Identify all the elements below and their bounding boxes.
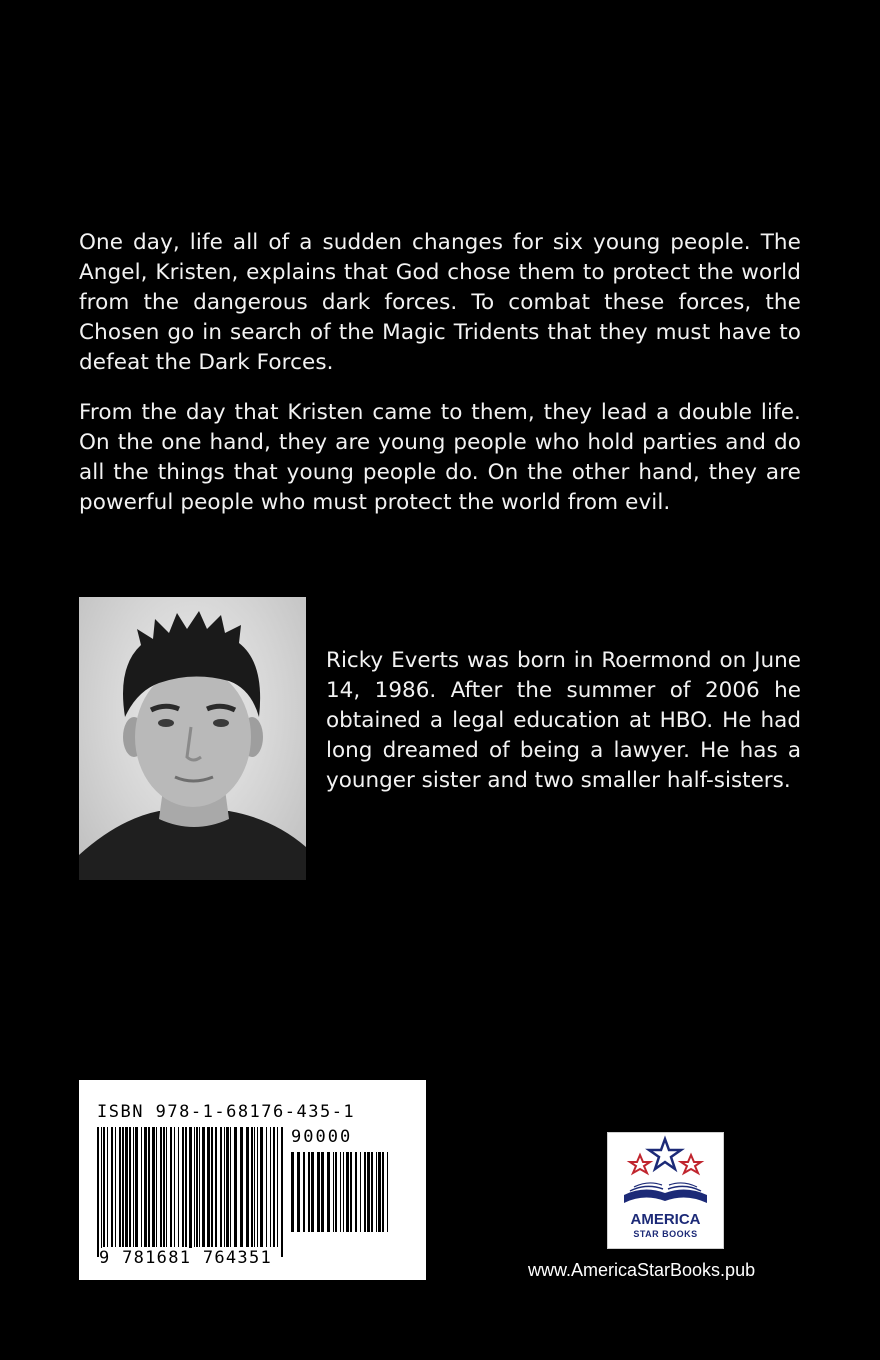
barcode-bar [346, 1152, 349, 1232]
barcode-bar [350, 1152, 352, 1232]
barcode-bar [97, 1127, 99, 1257]
barcode-bar [194, 1127, 195, 1247]
barcode-bars [97, 1127, 287, 1257]
barcode-bar [152, 1127, 155, 1247]
barcode-bar [202, 1127, 205, 1247]
barcode-bar [291, 1152, 294, 1232]
barcode-bar [166, 1127, 167, 1247]
barcode-bar [343, 1152, 344, 1232]
addon-barcode-bars [291, 1152, 391, 1242]
barcode-bar [101, 1127, 102, 1257]
barcode-bar [364, 1152, 366, 1232]
barcode-bar [376, 1152, 377, 1232]
barcode-bar [224, 1127, 225, 1247]
barcode-bar [144, 1127, 147, 1247]
barcode-bar [174, 1127, 175, 1247]
barcode-bar [311, 1152, 314, 1232]
barcode-bar [340, 1152, 341, 1232]
barcode-bar [189, 1127, 192, 1257]
barcode-bar [333, 1152, 334, 1232]
barcode-bar [297, 1152, 300, 1232]
barcode-bar [387, 1152, 388, 1232]
barcode-bar [170, 1127, 172, 1247]
barcode-bar [207, 1127, 210, 1247]
barcode-bar [111, 1127, 113, 1247]
barcode-bar [182, 1127, 184, 1247]
barcode-bar [196, 1127, 198, 1247]
barcode-bar [129, 1127, 131, 1247]
logo-name-secondary: STAR BOOKS [633, 1229, 698, 1239]
barcode-bar [257, 1127, 258, 1247]
author-bio: Ricky Everts was born in Roermond on June 14, 1986. After the summer of 2006 he obtained a legal education at HBO. He had long dreamed of being a lawyer. He has a younger sister and two smaller half-sisters. [326, 648, 801, 793]
barcode-bar [254, 1127, 255, 1247]
isbn-barcode [79, 1080, 426, 1280]
barcode-bar [107, 1127, 108, 1247]
star-icon [681, 1155, 701, 1173]
barcode-bar [367, 1152, 370, 1232]
star-icon [630, 1155, 650, 1173]
barcode-bar [133, 1127, 134, 1247]
star-icon [649, 1139, 681, 1169]
barcode-bar [371, 1152, 373, 1232]
barcode-bar [220, 1127, 222, 1247]
barcode-bar [163, 1127, 165, 1247]
barcode-bar [270, 1127, 271, 1247]
barcode-bar [178, 1127, 179, 1247]
barcode-bar [148, 1127, 150, 1247]
barcode-bar [135, 1127, 138, 1247]
barcode-bar [122, 1127, 124, 1247]
price-code: 90000 [291, 1127, 353, 1147]
barcode-bar [260, 1127, 263, 1247]
author-photo [79, 597, 306, 880]
publisher-logo [607, 1132, 724, 1249]
barcode-bar [119, 1127, 121, 1247]
barcode-bar [327, 1152, 330, 1232]
barcode-bar [211, 1127, 213, 1247]
logo-name-primary: AMERICA [630, 1211, 701, 1228]
publisher-url: www.AmericaStarBooks.pub [528, 1260, 756, 1280]
barcode-bar [226, 1127, 229, 1247]
barcode-bar [234, 1127, 237, 1247]
barcode-bar [160, 1127, 162, 1247]
barcode-bar [308, 1152, 310, 1232]
barcode-bar [240, 1127, 243, 1247]
blurb-paragraph-2: From the day that Kristen came to them, they lead a double life. On the one hand, they are young people who hold parties and do all the things that young people do. On the other hand, they are powerful people who must protect the world from evil. [79, 400, 801, 515]
barcode-bar [360, 1152, 361, 1232]
barcode-bar [115, 1127, 116, 1247]
barcode-bar [303, 1152, 305, 1232]
barcode-bar [317, 1152, 320, 1232]
barcode-bar [277, 1127, 278, 1247]
barcode-bar [215, 1127, 217, 1247]
barcode-bar [382, 1152, 384, 1232]
barcode-bar [199, 1127, 200, 1247]
barcode-bar [281, 1127, 283, 1257]
barcode-bar [321, 1152, 324, 1232]
ean-digits: 9 781681 764351 [99, 1248, 273, 1268]
barcode-bar [355, 1152, 357, 1232]
barcode-bar [125, 1127, 128, 1247]
isbn-label: ISBN 978-1-68176-435-1 [97, 1102, 356, 1122]
barcode-bar [156, 1127, 157, 1247]
barcode-bar [251, 1127, 253, 1247]
barcode-bar [335, 1152, 337, 1232]
barcode-bar [103, 1127, 105, 1247]
barcode-bar [266, 1127, 267, 1247]
barcode-bar [141, 1127, 142, 1247]
barcode-bar [273, 1127, 275, 1247]
barcode-bar [185, 1127, 187, 1247]
blurb-paragraph-1: One day, life all of a sudden changes for six young people. The Angel, Kristen, explains that God chose them to protect the world from the dangerous dark forces. To combat these forces, the Chosen go in search of the Magic Tridents that they must have to defeat the Dark Forces. [79, 230, 801, 375]
barcode-bar [378, 1152, 381, 1232]
barcode-bar [230, 1127, 231, 1247]
barcode-bar [246, 1127, 249, 1247]
open-book-icon [624, 1189, 707, 1203]
